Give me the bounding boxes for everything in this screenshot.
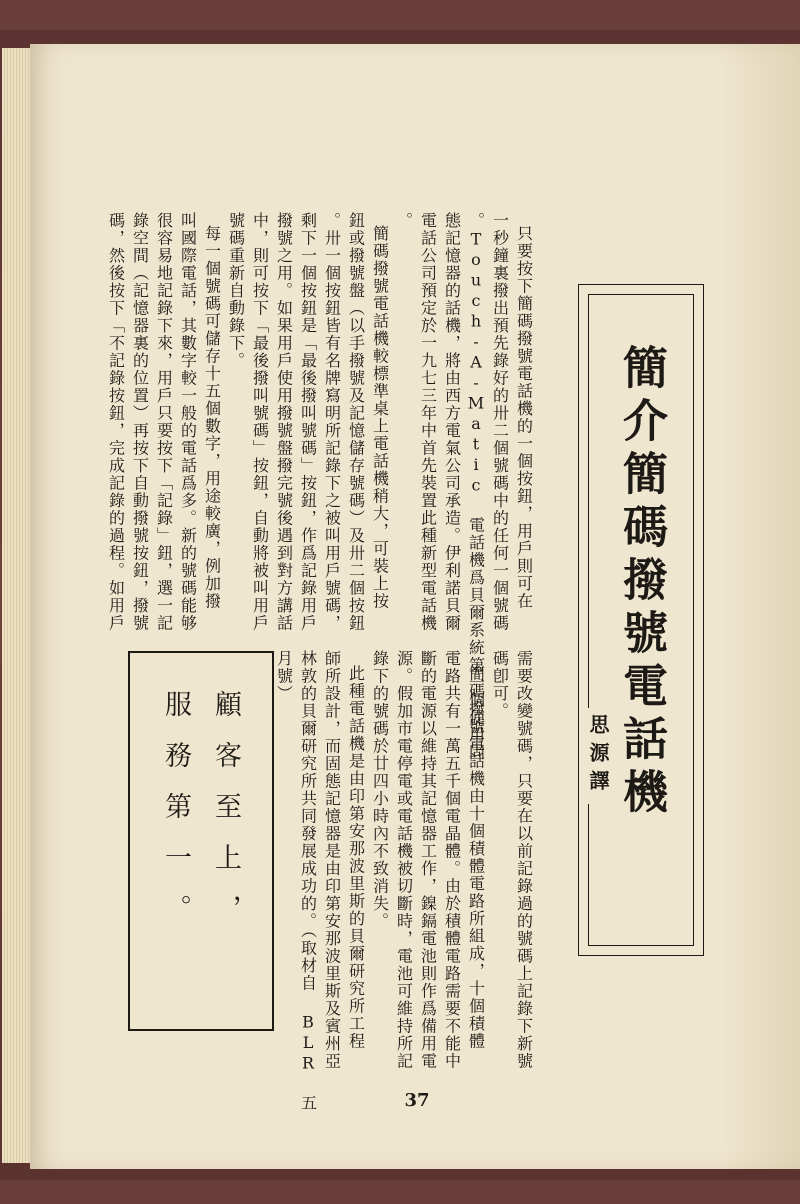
text-column: 月號） [274,650,294,703]
text-column: 電話公司預定於一九七三年中首先裝置此種新型電話機 [418,212,438,632]
notice-line: 顧客至上， [210,690,241,945]
article-author: 思源譯 [584,708,613,804]
text-column: 一秒鐘裏撥出預先錄好的卅二個號碼中的任何一個號碼 [490,212,510,632]
text-column: 只要按下簡碼撥號電話機的一個按鈕，用戶則可在 [514,225,534,610]
page-shadow [720,44,800,1169]
text-column: 錄下的號碼於廿四小時內不致消失。 [370,650,390,930]
text-column: 鈕或撥號盤（以手撥號及記憶儲存號碼）及卅二個按鈕 [346,212,366,632]
text-column: 碼，然後按下「不記錄按鈕，完成記錄的過程。如用戶 [106,212,126,632]
text-column: 碼卽可。 [490,650,510,720]
notice-line: 服務第一。 [160,690,191,945]
text-column: 此種電話機是由印第安那波里斯的貝爾研究所工程 [346,665,366,1050]
text-column: 簡碼撥號電話機由十個積體電路所組成，十個積體 [466,665,486,1050]
text-column: 叫國際電話，其數字較一般的電話爲多。新的號碼能够 [178,212,198,632]
text-column: 號碼重新自動錄下。 [226,212,246,370]
text-column: 。Touch-A-Matic 電話機爲貝爾系統第一個使用固 [466,212,486,762]
text-column: 撥號之用。如果用戶使用撥號盤撥完號後遇到對方講話 [274,212,294,632]
text-column: 每一個號碼可儲存十五個數字，用途較廣，例加撥 [202,225,222,610]
text-column: 。 [394,212,414,230]
text-column: 中，則可按下「最後撥叫號碼」按鈕，自動將被叫用戶 [250,212,270,632]
text-column: 林敦的貝爾研究所共同發展成功的。（取材自 BLR 五 [298,650,318,1112]
article-title: 簡介簡碼撥號電話機 [615,344,668,821]
text-column: 源。假加市電停電或電話機被切斷時，電池可維持所記 [394,650,414,1070]
text-column: 很容易地記錄下來，用戶只要按下「記錄」鈕，選一記 [154,212,174,632]
text-column: 。卅一個按鈕皆有名牌寫明所記錄下之被叫用戶號碼， [322,212,342,632]
text-column: 錄空間（記憶器裏的位置）再按下自動撥號按鈕，撥號 [130,212,150,632]
text-column: 斷的電源以維持其記憶器工作，鎳鎘電池則作爲備用電 [418,650,438,1070]
text-column: 師所設計，而固態記憶器是由印第安那波里斯及賓州亞 [322,650,342,1070]
text-column: 簡碼撥號電話機較標準桌上電話機稍大，可裝上按 [370,225,390,610]
text-column: 需要改變號碼，只要在以前記錄過的號碼上記錄下新號 [514,650,534,1070]
page-edges [2,48,32,1163]
text-column: 剩下一個按鈕是「最後撥叫號碼」按鈕，作爲記錄用戶 [298,212,318,632]
page-number: 37 [404,1090,430,1111]
text-column: 電路共有一萬五千個電晶體。由於積體電路需要不能中 [442,650,462,1070]
text-column: 態記憶器的話機，將由西方電氣公司承造。伊利諾貝爾 [442,212,462,632]
